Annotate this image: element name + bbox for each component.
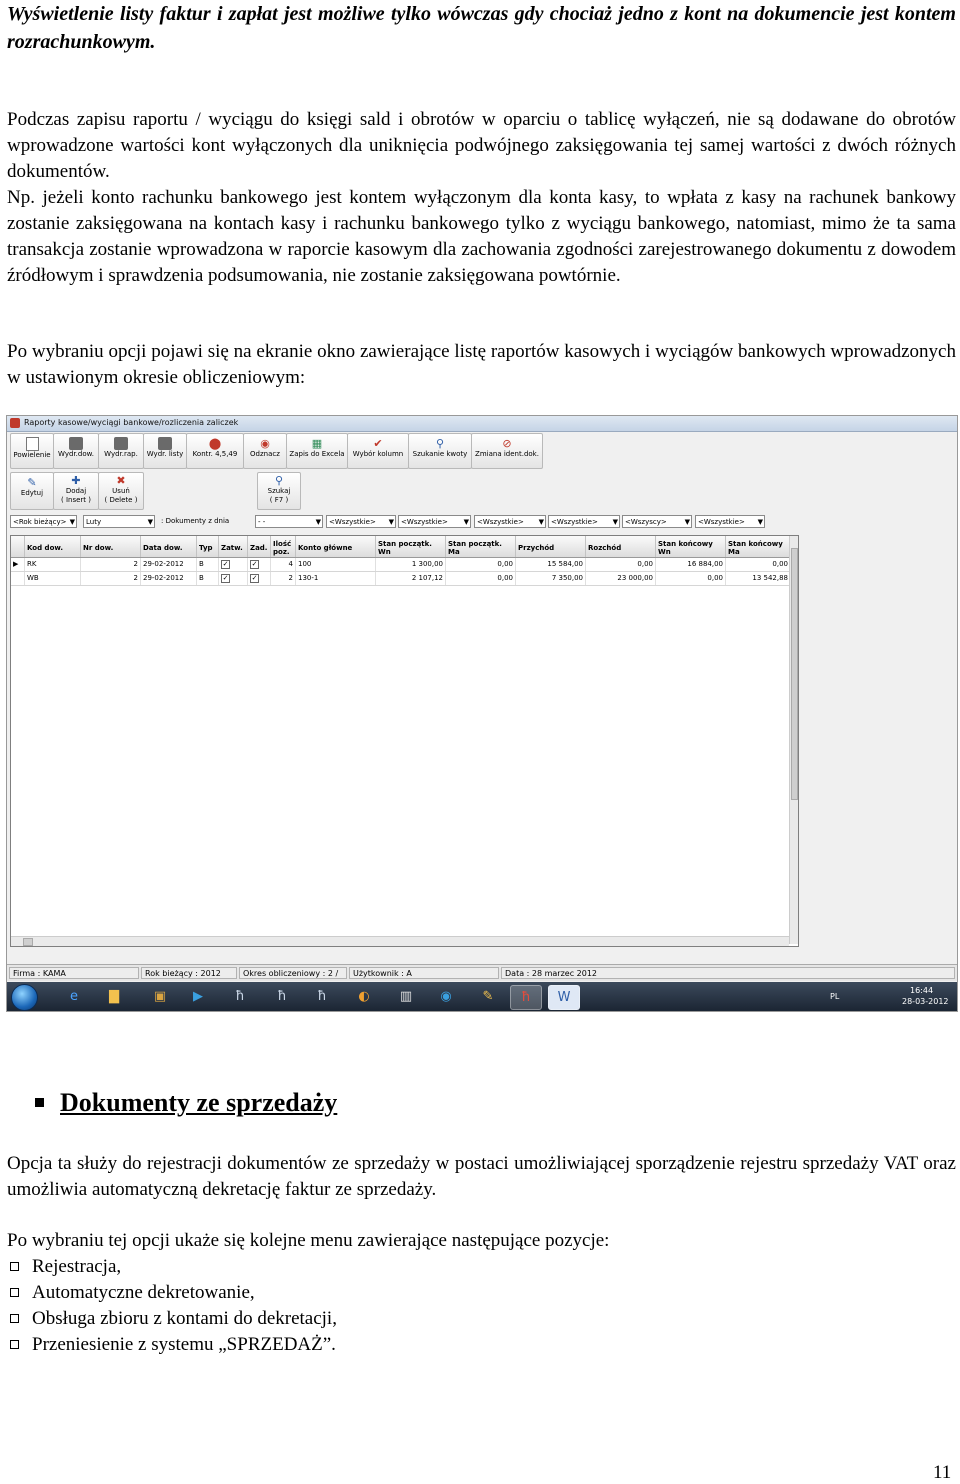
window-titlebar [7, 416, 957, 432]
clock-date[interactable]: 28-03-2012 [902, 997, 949, 1006]
status-period: Okres obliczeniowy : 2 / [239, 967, 347, 979]
window-title: Raporty kasowe/wyciągi bankowe/rozliczenia zaliczek [24, 418, 239, 427]
list-item: Rejestracja, [7, 1254, 337, 1280]
folder-icon[interactable]: ▇ [109, 989, 119, 1004]
filter-4[interactable]: <Wszystkie> ▼ [548, 515, 620, 528]
chevron-down-icon: ▼ [315, 518, 321, 526]
row-selector[interactable] [11, 572, 25, 585]
print-report-button[interactable]: Wydr.rap. [98, 433, 144, 469]
paragraph-exclusions: Podczas zapisu raportu / wyciągu do księgi sald i obrotów w oparciu o tablicę wyłączeń, nie są dodawane do obrotów wprowadzone wartości kont wyłączonych dla uniknięcia podwójnego zaksięgowania tej samej wartości z dwóch różnych dokumentów. [7, 109, 956, 182]
menu-items-list [7, 1254, 337, 1358]
column-header[interactable]: Nr dow. [81, 536, 141, 557]
column-header[interactable]: Kod dow. [25, 536, 81, 557]
app-icon[interactable]: ħ [510, 985, 542, 1010]
column-header[interactable]: Data dow. [141, 536, 197, 557]
change-doc-id-button[interactable]: ⊘ Zmiana ident.dok. [471, 433, 543, 469]
horizontal-scrollbar[interactable] [11, 936, 789, 946]
app-icon[interactable]: ◐ [358, 989, 370, 1004]
status-bar [7, 964, 957, 981]
column-header[interactable]: Ilość poz. [271, 536, 296, 557]
forbidden-icon: ⊘ [502, 437, 512, 450]
print-icon [69, 437, 83, 450]
intro-paragraph: Wyświetlenie listy faktur i zapłat jest możliwe tylko wówczas gdy chociaż jedno z kont na dokumencie jest kontem rozrachunkowym. [7, 3, 956, 53]
scroll-thumb[interactable] [23, 938, 33, 946]
paragraph-example: Np. jeżeli konto rachunku bankowego jest kontem wyłączonym dla konta kasy, to wpłata z kasy na rachunek bankowy zostanie zaksięgowana na kontach kasy i rachunku bankowego tylko z wyciągu bankowego, natomiast, mimo że ta sama transakcja zostanie wprowadzona w raporcie kasowym dla zachowania zgodności zarejestrowanego dokumentu z dowodem źródłowym i sprawdzenia podsumowania, nie zostanie zaksięgowana powtórnie. [7, 187, 956, 286]
checkbox-bullet-icon [10, 1262, 19, 1271]
table-header [11, 536, 791, 558]
export-excel-button[interactable]: ▦ Zapis do Excela [286, 433, 348, 469]
column-header[interactable]: Stan końcowy Ma [726, 536, 791, 557]
app-icon [10, 418, 20, 428]
section-paragraph: Opcja ta służy do rejestracji dokumentów ze sprzedaży w postaci umożliwiającej sporządzenie rejestru sprzedaży VAT oraz umożliwia automatyczną dekretację faktur ze sprzedaży. [7, 1153, 956, 1200]
check-icon: ✔ [373, 437, 383, 450]
edit-icon: ✎ [27, 476, 37, 489]
checkbox-bullet-icon [10, 1288, 19, 1297]
print-icon [114, 437, 128, 450]
checkbox-bullet-icon [10, 1340, 19, 1349]
section-heading: Dokumenty ze sprzedaży [35, 1088, 337, 1118]
add-button[interactable]: ✚ Dodaj ( Insert ) [53, 472, 99, 510]
column-header[interactable]: Konto główne [296, 536, 376, 557]
chevron-down-icon: ▼ [757, 518, 763, 526]
duplicate-button[interactable]: Powielenie [10, 433, 54, 469]
clock-time[interactable]: 16:44 [910, 986, 934, 995]
control-icon: ⬤ [208, 437, 222, 450]
column-selection-button[interactable]: ✔ Wybór kolumn [347, 433, 409, 469]
status-user: Użytkownik : A [349, 967, 499, 979]
amount-search-button[interactable]: ⚲ Szukanie kwoty [408, 433, 472, 469]
delete-icon: ✖ [116, 474, 126, 487]
app-icon[interactable]: ✎ [482, 989, 494, 1004]
month-filter[interactable]: Luty ▼ [83, 515, 155, 528]
column-header[interactable]: Typ [197, 536, 219, 557]
start-button[interactable] [11, 984, 38, 1011]
column-header[interactable]: Stan początk. Wn [376, 536, 446, 557]
scroll-thumb[interactable] [791, 548, 798, 800]
chevron-down-icon: ▼ [69, 518, 75, 526]
search-amount-icon: ⚲ [435, 437, 445, 450]
filter-6[interactable]: <Wszystkie> ▼ [695, 515, 765, 528]
delete-button[interactable]: ✖ Usuń ( Delete ) [98, 472, 144, 510]
app-icon[interactable]: ħ [317, 989, 327, 1004]
language-indicator[interactable]: PL [830, 992, 840, 1001]
app-icon[interactable]: ▥ [399, 989, 413, 1004]
edit-button[interactable]: ✎ Edytuj [10, 472, 54, 510]
filter-1[interactable]: <Wszystkie> ▼ [326, 515, 396, 528]
filter-5[interactable]: <Wszyscy> ▼ [622, 515, 692, 528]
uncheck-button[interactable]: ◉ Odznacz [243, 433, 287, 469]
app-icon[interactable]: ◉ [440, 989, 452, 1004]
duplicate-icon [26, 437, 39, 451]
date-filter[interactable]: - - ▼ [255, 515, 323, 528]
search-button[interactable]: ⚲ Szukaj ( F7 ) [257, 472, 301, 510]
column-header[interactable]: Rozchód [586, 536, 656, 557]
list-item: Przeniesienie z systemu „SPRZEDAŻ”. [7, 1332, 337, 1358]
windows-taskbar [7, 982, 957, 1011]
list-item: Obsługa zbioru z kontami do dekretacji, [7, 1306, 337, 1332]
status-company: Firma : KAMA [9, 967, 139, 979]
table-row[interactable]: ▶ RK 2 29-02-2012 B ✓ ✓ 4 100 1 300,00 0,00 15 584,00 0,00 16 884,00 0,00 [11, 558, 791, 572]
status-year: Rok bieżący : 2012 [141, 967, 237, 979]
search-icon: ⚲ [274, 474, 284, 487]
approved-checkbox[interactable]: ✓ [222, 573, 229, 582]
app-screenshot [6, 415, 958, 1012]
media-icon[interactable]: ▶ [193, 989, 203, 1004]
column-header[interactable]: Stan początk. Ma [446, 536, 516, 557]
add-icon: ✚ [71, 474, 81, 487]
print-icon [158, 437, 172, 450]
chevron-down-icon: ▼ [612, 518, 618, 526]
word-icon[interactable]: W [548, 985, 580, 1010]
uncheck-icon: ◉ [260, 437, 270, 450]
checkbox-bullet-icon [10, 1314, 19, 1323]
chevron-down-icon: ▼ [538, 518, 544, 526]
list-item: Automatyczne dekretowanie, [7, 1280, 337, 1306]
date-filter-label: : Dokumenty z dnia [161, 517, 230, 525]
reports-table [10, 535, 799, 947]
control-accounts-button[interactable]: ⬤ Kontr. 4,5,49 [186, 433, 244, 469]
app-icon[interactable]: ħ [235, 989, 245, 1004]
status-date: Data : 28 marzec 2012 [501, 967, 955, 979]
square-bullet-icon [35, 1098, 44, 1107]
excel-icon: ▦ [311, 437, 323, 450]
column-header[interactable]: Zatw. [219, 536, 248, 557]
app-icon[interactable]: ▣ [153, 989, 167, 1004]
vertical-scrollbar[interactable] [789, 536, 798, 944]
chevron-down-icon: ▼ [147, 518, 153, 526]
filter-2[interactable]: <Wszystkie> ▼ [398, 515, 471, 528]
print-document-button[interactable]: Wydr.dow. [53, 433, 99, 469]
column-header[interactable]: Zad. [248, 536, 271, 557]
page-number: 11 [933, 1462, 952, 1483]
app-icon[interactable]: ħ [277, 989, 287, 1004]
column-header[interactable]: Przychód [516, 536, 586, 557]
row-selector[interactable]: ▶ [11, 558, 25, 571]
assigned-checkbox[interactable]: ✓ [251, 559, 258, 568]
paragraph-window-intro: Po wybraniu opcji pojawi się na ekranie okno zawierające listę raportów kasowych i wyciągów bankowych wprowadzonych w ustawionym okresie obliczeniowym: [7, 341, 956, 388]
chevron-down-icon: ▼ [388, 518, 394, 526]
assigned-checkbox[interactable]: ✓ [251, 573, 258, 582]
print-list-button[interactable]: Wydr. listy [143, 433, 187, 469]
table-row[interactable]: WB 2 29-02-2012 B ✓ ✓ 2 130-1 2 107,12 0,00 7 350,00 23 000,00 0,00 13 542,88 [11, 572, 791, 586]
chevron-down-icon: ▼ [463, 518, 469, 526]
approved-checkbox[interactable]: ✓ [222, 559, 229, 568]
column-header[interactable]: Stan końcowy Wn [656, 536, 726, 557]
year-filter[interactable]: <Rok bieżący> ▼ [10, 515, 77, 528]
filter-3[interactable]: <Wszystkie> ▼ [474, 515, 546, 528]
browser-icon[interactable]: e [70, 989, 78, 1004]
list-intro: Po wybraniu tej opcji ukaże się kolejne menu zawierające następujące pozycje: [7, 1230, 610, 1251]
chevron-down-icon: ▼ [684, 518, 690, 526]
